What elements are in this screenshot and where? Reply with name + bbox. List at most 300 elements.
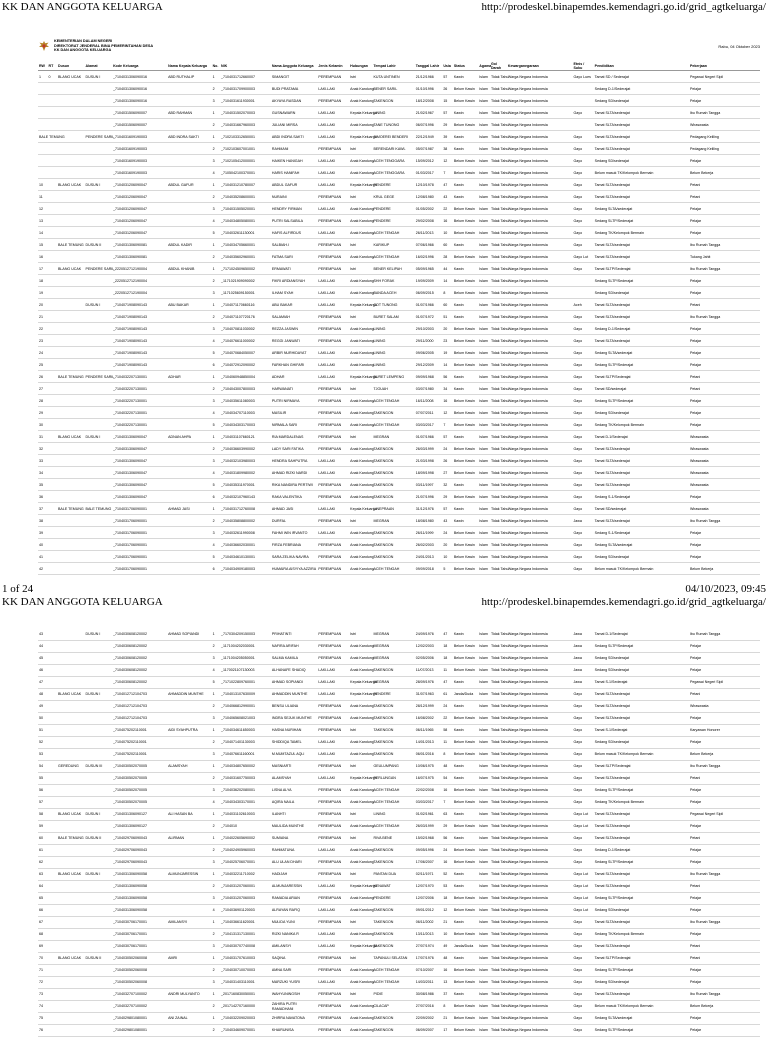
table-cell: 45: [38, 653, 48, 665]
table-cell: PEREMPUAN: [317, 1025, 349, 1037]
table-cell: _7104031102610003: [220, 809, 271, 821]
table-row: [38, 251, 760, 263]
table-cell: 3: [212, 287, 220, 299]
table-cell: Warga Negara Indonesia: [507, 563, 573, 575]
table-cell: Pelajar: [689, 527, 760, 539]
table-cell: Islam: [478, 551, 490, 563]
table-cell: Istri: [349, 809, 372, 821]
table-cell: Wiraswasta: [689, 479, 760, 491]
table-cell: PEREMPUAN: [317, 215, 349, 227]
table-cell: _7104032103980003: [220, 455, 271, 467]
table-cell: Gayo: [573, 263, 594, 275]
table-cell: [48, 833, 58, 845]
table-cell: 3: [212, 203, 220, 215]
table-cell: Tidak Tahu: [490, 701, 507, 713]
table-cell: PEREMPUAN: [317, 383, 349, 395]
table-cell: Kawin: [453, 809, 478, 821]
table-cell: 11: [442, 737, 453, 749]
table-cell: Islam: [478, 83, 490, 95]
table-cell: PIDIE: [372, 989, 414, 1001]
table-cell: _7104071170660116: [220, 299, 271, 311]
table-cell: _7104022605690002: [220, 833, 271, 845]
table-cell: _7104031306090016: [112, 95, 167, 107]
table-cell: Sedang SLTA/sederajat: [594, 1013, 689, 1025]
table-cell: PEREMPUAN: [317, 965, 349, 977]
table-cell: PEREMPUAN: [317, 335, 349, 347]
table-cell: _7104029706090043: [112, 857, 167, 869]
table-cell: 33: [38, 455, 48, 467]
table-cell: 18: [442, 641, 453, 653]
table-cell: Pelajar: [689, 419, 760, 431]
table-cell: [57, 215, 85, 227]
table-cell: Belum masuk TK/Kelompok Bermain: [594, 1001, 689, 1013]
table-cell: Jawa: [573, 665, 594, 677]
table-cell: [57, 845, 85, 857]
table-cell: Gayo Lut: [573, 881, 594, 893]
table-cell: Islam: [478, 989, 490, 1001]
table-row: [38, 467, 760, 479]
table-cell: 1: [212, 239, 220, 251]
table-cell: Warga Negara Indonesia: [507, 359, 573, 371]
table-cell: 56: [442, 833, 453, 845]
table-cell: FIRZA FEBRIANA: [271, 539, 318, 551]
table-cell: [167, 359, 211, 371]
table-cell: Islam: [478, 215, 490, 227]
table-row: [38, 713, 760, 725]
table-cell: 5: [212, 551, 220, 563]
table-cell: SAQINA: [271, 953, 318, 965]
table-cell: Islam: [478, 491, 490, 503]
column-header: Status: [453, 62, 478, 71]
table-cell: MARZUKI YUSRI: [271, 977, 318, 989]
table-cell: Kawin: [453, 299, 478, 311]
table-cell: Warga Negara Indonesia: [507, 989, 573, 1001]
table-cell: ABU BAKAR: [271, 299, 318, 311]
table-cell: Belum Kawin: [453, 287, 478, 299]
table-cell: CILACAP: [372, 1001, 414, 1013]
table-cell: Gayo: [573, 311, 594, 323]
table-cell: Warga Negara Indonesia: [507, 455, 573, 467]
table-cell: Pelajar: [689, 665, 760, 677]
table-cell: Istri: [349, 761, 372, 773]
table-cell: Pelajar: [689, 227, 760, 239]
table-cell: [57, 653, 85, 665]
table-cell: Pelajar: [689, 857, 760, 869]
table-cell: 16: [442, 395, 453, 407]
table-cell: _7104031706090001: [112, 551, 167, 563]
table-cell: Wiraswasta: [689, 431, 760, 443]
table-cell: Tidak Tahu: [490, 833, 507, 845]
table-cell: Anak Kandung: [349, 821, 372, 833]
table-cell: 3: [212, 95, 220, 107]
table-cell: [48, 881, 58, 893]
brand-line-report: KK DAN ANGGOTA KELUARGA: [54, 48, 112, 53]
table-cell: Pelajar: [689, 845, 760, 857]
table-cell: BLANG UCAK: [57, 809, 85, 821]
table-cell: ADHAR: [167, 371, 211, 383]
table-cell: [48, 239, 58, 251]
table-cell: [48, 539, 58, 551]
table-cell: _7104030608120002: [112, 641, 167, 653]
table-cell: Jawa: [573, 629, 594, 641]
table-cell: [57, 83, 85, 95]
table-cell: _7170304209150003: [220, 629, 271, 641]
table-cell: Gayo: [573, 419, 594, 431]
table-cell: Tidak Tahu: [490, 713, 507, 725]
table-cell: Belum Kawin: [453, 539, 478, 551]
table-cell: 65: [38, 893, 48, 905]
table-cell: Islam: [478, 479, 490, 491]
table-cell: DUSUN II: [85, 833, 113, 845]
table-cell: Gayo: [573, 347, 594, 359]
table-cell: LAKI-LAKI: [317, 689, 349, 701]
table-cell: Belum Kawin: [453, 653, 478, 665]
table-cell: PEREMPUAN: [317, 1001, 349, 1013]
table-cell: Gayo: [573, 239, 594, 251]
table-cell: Belum Kawin: [453, 797, 478, 809]
table-row: [38, 95, 760, 107]
table-cell: _7104025706070001: [220, 857, 271, 869]
table-cell: Sedang SLTP/Sederajat: [594, 215, 689, 227]
table-cell: Tamat SLTA/sederajat: [594, 809, 689, 821]
table-cell: Sedang SD/sederajat: [594, 287, 689, 299]
column-header: RW: [38, 62, 48, 71]
table-cell: [167, 893, 211, 905]
print-header-title-2: KK DAN ANGGOTA KELUARGA: [2, 596, 163, 608]
table-cell: _7104012712104703: [112, 701, 167, 713]
table-cell: 24: [442, 527, 453, 539]
table-cell: [167, 287, 211, 299]
table-cell: Gayo: [573, 737, 594, 749]
column-header: No.: [212, 62, 220, 71]
table-cell: Tidak Tahu: [490, 443, 507, 455]
table-cell: Tamat SLTP/Sederajat: [594, 371, 689, 383]
table-cell: _7104036602030001: [220, 539, 271, 551]
table-cell: Gayo: [573, 965, 594, 977]
table-cell: [85, 83, 113, 95]
table-cell: 2: [212, 641, 220, 653]
column-header: Nama Anggota Keluarga: [271, 62, 318, 71]
table-cell: 21: [38, 311, 48, 323]
table-cell: 1: [212, 107, 220, 119]
table-cell: _1171025609150001: [220, 287, 271, 299]
table-cell: RAMADIA ARIAN: [271, 893, 318, 905]
table-row: [38, 629, 760, 641]
table-cell: Warga Negara Indonesia: [507, 287, 573, 299]
table-cell: Belum Kawin: [453, 251, 478, 263]
table-cell: Gayo: [573, 989, 594, 1001]
table-cell: Belum Kawin: [453, 641, 478, 653]
table-cell: [57, 443, 85, 455]
table-cell: PENDERE SARIL: [85, 131, 113, 143]
table-cell: _7104031706090001: [112, 503, 167, 515]
table-cell: Anak Kandung: [349, 167, 372, 179]
table-cell: Pelajar: [689, 785, 760, 797]
table-cell: [85, 845, 113, 857]
table-cell: 2: [212, 443, 220, 455]
table-cell: Tamat SLTA/sederajat: [594, 311, 689, 323]
table-cell: 31: [38, 431, 48, 443]
table-cell: _7104034807650002: [220, 761, 271, 773]
table-cell: PEREMPUAN: [317, 761, 349, 773]
table-cell: Kawin: [453, 311, 478, 323]
table-cell: Islam: [478, 665, 490, 677]
table-cell: [57, 419, 85, 431]
table-cell: LAKI-LAKI: [317, 749, 349, 761]
column-header: Alamat: [85, 62, 113, 71]
table-cell: Tamat SLTA/sederajat: [594, 179, 689, 191]
table-cell: _7104031206090047: [112, 215, 167, 227]
table-cell: Anak Kandung: [349, 905, 372, 917]
table-cell: PENDERE SARIL: [85, 371, 113, 383]
table-cell: [85, 467, 113, 479]
table-cell: Belum Kawin: [453, 83, 478, 95]
table-cell: _7104030706170001: [112, 941, 167, 953]
table-cell: Anak Kandung: [349, 1001, 372, 1013]
table-cell: _7104032611130001: [220, 227, 271, 239]
table-cell: Anak Kandung: [349, 119, 372, 131]
column-header: NIK: [220, 62, 271, 71]
table-cell: _7104036603990002: [220, 443, 271, 455]
table-cell: [57, 191, 85, 203]
print-header-url-2[interactable]: http://prodeskel.binapemdes.kemendagri.go.id/grid_agtkeluarga/: [481, 596, 766, 608]
table-cell: Karyawan Honorer: [689, 725, 760, 737]
table-cell: [57, 1001, 85, 1013]
table-cell: 7: [442, 167, 453, 179]
table-body: [38, 71, 760, 575]
table-cell: 2: [212, 1025, 220, 1037]
table-cell: 29/10/2003: [415, 323, 443, 335]
table-cell: LAKI-LAKI: [317, 275, 349, 287]
table-cell: Tamat SLTA/sederajat: [594, 107, 689, 119]
table-cell: 21/02/1967: [415, 107, 443, 119]
table-cell: 29: [38, 407, 48, 419]
table-cell: Tamat SLTA/sederajat: [594, 869, 689, 881]
table-cell: Tamat SLTA/sederajat: [594, 239, 689, 251]
table-cell: 61: [38, 845, 48, 857]
table-cell: Warga Negara Indonesia: [507, 833, 573, 845]
table-cell: [57, 155, 85, 167]
table-cell: SIMOEREI BENDERI: [372, 131, 414, 143]
table-cell: [85, 215, 113, 227]
table-cell: [167, 677, 211, 689]
table-cell: TAKENGON: [372, 95, 414, 107]
table-cell: Gayo: [573, 845, 594, 857]
table-cell: _7104075202110001: [112, 737, 167, 749]
table-cell: _7104031306090127: [112, 821, 167, 833]
table-cell: MASILIR: [271, 407, 318, 419]
table-cell: BENSU ULIANA: [271, 701, 318, 713]
table-cell: Islam: [478, 869, 490, 881]
table-cell: 02/11/1971: [415, 869, 443, 881]
table-cell: PEREMPUAN: [317, 563, 349, 575]
table-cell: [85, 989, 113, 1001]
table-cell: 01/07/1966: [415, 431, 443, 443]
table-cell: Belum Kawin: [453, 95, 478, 107]
table-cell: Islam: [478, 857, 490, 869]
table-cell: _7104031506090007: [112, 107, 167, 119]
table-cell: [167, 539, 211, 551]
table-cell: BENER SARIL: [372, 83, 414, 95]
table-cell: Tamat SLTA/sederajat: [594, 119, 689, 131]
table-cell: 4: [212, 335, 220, 347]
table-cell: Warga Negara Indonesia: [507, 761, 573, 773]
table-cell: 58: [442, 725, 453, 737]
table-cell: _7104031707610003: [220, 953, 271, 965]
table-cell: _7104031210780007: [220, 179, 271, 191]
table-cell: [57, 677, 85, 689]
table-row: [38, 71, 760, 83]
table-cell: LINING: [372, 323, 414, 335]
table-cell: Belum Kawin: [453, 419, 478, 431]
table-cell: Warga Negara Indonesia: [507, 371, 573, 383]
table-cell: Islam: [478, 905, 490, 917]
table-cell: TAKENGON: [372, 443, 414, 455]
table-cell: LAKI-LAKI: [317, 773, 349, 785]
table-cell: Anak Kandung: [349, 977, 372, 989]
table-cell: Tidak Tahu: [490, 131, 507, 143]
table-cell: COT TUNONG: [372, 299, 414, 311]
table-cell: Pelajar: [689, 965, 760, 977]
table-cell: Gayo: [573, 179, 594, 191]
table-cell: LAKI-LAKI: [317, 299, 349, 311]
table-cell: MEGRAN: [372, 653, 414, 665]
table-cell: Warga Negara Indonesia: [507, 1013, 573, 1025]
table-cell: _7104031306090058: [112, 905, 167, 917]
table-cell: [167, 965, 211, 977]
table-row: [38, 1025, 760, 1037]
table-row: [38, 407, 760, 419]
table-cell: PEREMPUAN: [317, 701, 349, 713]
table-cell: 8: [442, 287, 453, 299]
table-cell: Islam: [478, 1025, 490, 1037]
table-cell: 55: [38, 773, 48, 785]
table-cell: Belum Kawin: [453, 227, 478, 239]
table-cell: 23: [38, 335, 48, 347]
table-cell: 31/07/1963: [415, 689, 443, 701]
table-cell: Warga Negara Indonesia: [507, 941, 573, 953]
table-cell: PEREMPUAN: [317, 323, 349, 335]
table-cell: 16: [38, 251, 48, 263]
table-cell: Gayo Lut: [573, 893, 594, 905]
table-cell: PENDERE: [372, 203, 414, 215]
table-cell: LAKI-LAKI: [317, 347, 349, 359]
table-cell: Islam: [478, 503, 490, 515]
table-cell: LAKI-LAKI: [317, 905, 349, 917]
table-cell: Gayo: [573, 335, 594, 347]
table-cell: _7104034609070001: [220, 1025, 271, 1037]
table-cell: DUSUN I: [85, 431, 113, 443]
table-cell: Tidak Tahu: [490, 761, 507, 773]
table-cell: DUSUN I: [85, 71, 113, 83]
table-cell: 52: [442, 869, 453, 881]
column-header: RT: [48, 62, 58, 71]
table-cell: Warga Negara Indonesia: [507, 335, 573, 347]
table-cell: 05/09/1965: [415, 263, 443, 275]
table-cell: [48, 977, 58, 989]
table-cell: 50: [38, 713, 48, 725]
table-cell: PEREMPUAN: [317, 551, 349, 563]
table-cell: [48, 713, 58, 725]
table-cell: LINING: [372, 359, 414, 371]
table-cell: LAKI-LAKI: [317, 929, 349, 941]
table-cell: LAKI-LAKI: [317, 977, 349, 989]
table-cell: TAKENGON: [372, 857, 414, 869]
table-cell: _7104031306090047: [112, 431, 167, 443]
table-cell: 7: [442, 797, 453, 809]
table-cell: PENDERE: [372, 689, 414, 701]
table-cell: Tidak Tahu: [490, 515, 507, 527]
table-cell: ANI ZAINAL: [167, 1013, 211, 1025]
table-cell: Tidak Tahu: [490, 845, 507, 857]
table-cell: Belum Kawin: [453, 347, 478, 359]
table-cell: Warga Negara Indonesia: [507, 515, 573, 527]
table-cell: [85, 917, 113, 929]
table-cell: Islam: [478, 749, 490, 761]
table-cell: [167, 977, 211, 989]
table-cell: _7104031611930001: [220, 95, 271, 107]
table-cell: Wiraswasta: [689, 455, 760, 467]
table-row: [38, 335, 760, 347]
table-cell: 8: [442, 749, 453, 761]
table-cell: BALE TEMUNG: [85, 503, 113, 515]
table-cell: Sedang SD/sederajat: [594, 95, 689, 107]
table-cell: Gayo Lut: [573, 821, 594, 833]
print-header-url[interactable]: http://prodeskel.binapemdes.kemendagri.go.id/grid_agtkeluarga/: [481, 1, 766, 13]
table-cell: _2017160830050001: [220, 989, 271, 1001]
table-cell: 46: [38, 665, 48, 677]
table-cell: Tamat SLTA/sederajat: [594, 251, 689, 263]
table-cell: 18/12/2008: [415, 95, 443, 107]
column-header: Tanggal Lahir: [415, 62, 443, 71]
table-cell: Belum Bekerja: [689, 749, 760, 761]
table-cell: 67: [38, 917, 48, 929]
table-cell: Islam: [478, 383, 490, 395]
table-cell: Warga Negara Indonesia: [507, 701, 573, 713]
table-cell: LAKI-LAKI: [317, 503, 349, 515]
table-cell: [167, 191, 211, 203]
table-cell: _7104031306090081: [112, 251, 167, 263]
table-cell: BALE TEMUNG: [57, 833, 85, 845]
table-cell: Warga Negara Indonesia: [507, 965, 573, 977]
table-cell: [167, 797, 211, 809]
table-cell: Anak Kandung: [349, 539, 372, 551]
table-cell: [85, 713, 113, 725]
column-header: Kewarganegaraan: [507, 62, 573, 71]
table-cell: Petani: [689, 371, 760, 383]
table-cell: DUSUN I: [85, 809, 113, 821]
table-cell: 06/01/2016: [415, 749, 443, 761]
table-cell: AMILANSYI: [167, 917, 211, 929]
table-cell: _7104012712104703: [112, 689, 167, 701]
table-row: [38, 455, 760, 467]
table-cell: Warga Negara Indonesia: [507, 893, 573, 905]
table-cell: [48, 287, 58, 299]
table-cell: [85, 941, 113, 953]
table-cell: Belum Kawin: [453, 119, 478, 131]
table-cell: 3: [212, 653, 220, 665]
table-cell: [57, 515, 85, 527]
table-cell: _7104035611080003: [220, 395, 271, 407]
table-cell: PEREMPUAN: [317, 395, 349, 407]
table-cell: 2: [212, 191, 220, 203]
table-cell: 23: [442, 335, 453, 347]
table-cell: _7104031505020001: [220, 203, 271, 215]
table-cell: [48, 479, 58, 491]
table-cell: Belum Kawin: [453, 713, 478, 725]
table-cell: Kepala Keluarga: [349, 371, 372, 383]
table-cell: 12/02/2003: [415, 641, 443, 653]
